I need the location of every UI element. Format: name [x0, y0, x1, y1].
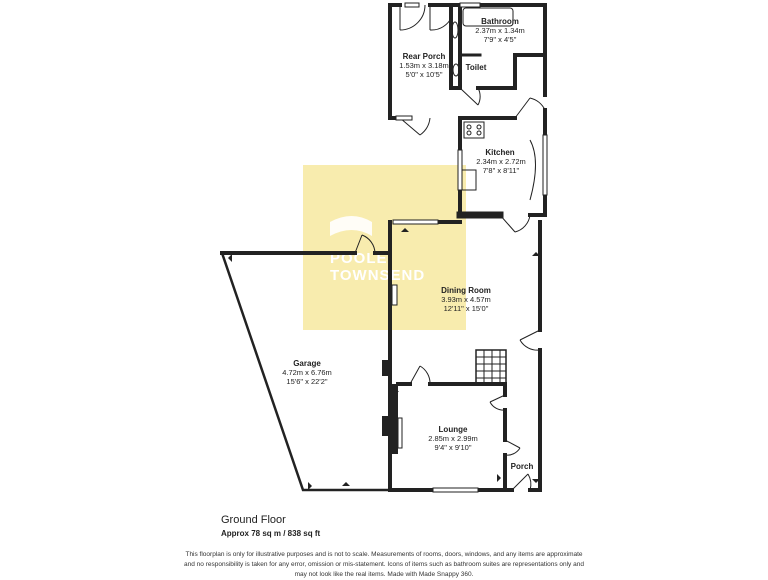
room-dining-room [441, 286, 491, 313]
room-imperial: 5'0" x 10'5" [405, 70, 443, 79]
room-metric: 4.72m x 6.76m [282, 368, 332, 377]
disclaimer-line-2: and no responsibility is taken for any error, omission or mis-statement. Icons of items such as bathroom suites are representations only and [184, 561, 584, 568]
room-name: Kitchen [485, 148, 515, 157]
watermark-line2: TOWNSEND [330, 267, 426, 284]
disclaimer-line-3: may not look like the real items. Made with Made Snappy 360. [294, 571, 474, 578]
floor-title: Ground Floor [221, 514, 286, 526]
room-name: Porch [510, 462, 534, 471]
room-name: Garage [293, 359, 321, 368]
room-name: Lounge [438, 425, 468, 434]
room-metric: 3.93m x 4.57m [441, 295, 491, 304]
room-kitchen [476, 148, 526, 175]
room-porch [511, 462, 534, 471]
room-imperial: 12'11" x 15'0" [443, 304, 489, 313]
watermark [303, 165, 466, 330]
room-name: Toilet [465, 63, 487, 72]
hob-icon [464, 122, 484, 138]
room-imperial: 7'8" x 8'11" [482, 166, 520, 175]
room-metric: 2.34m x 2.72m [476, 157, 526, 166]
room-imperial: 9'4" x 9'10" [434, 443, 472, 452]
room-lounge [428, 425, 478, 452]
room-metric: 1.53m x 3.18m [399, 61, 449, 70]
room-toilet [466, 63, 487, 72]
room-metric: 2.37m x 1.34m [475, 26, 525, 35]
room-name: Dining Room [441, 286, 491, 295]
room-name: Bathroom [481, 17, 519, 26]
room-imperial: 15'6" x 22'2" [286, 377, 328, 386]
room-bathroom [475, 17, 525, 44]
room-imperial: 7'9" x 4'5" [483, 35, 517, 44]
watermark-line1: POOLE [330, 250, 388, 267]
disclaimer-line-1: This floorplan is only for illustrative purposes and is not to scale. Measurements of rooms, doors, windows, and any items are approximate [185, 551, 583, 558]
room-garage [282, 359, 332, 386]
floor-area: Approx 78 sq m / 838 sq ft [221, 529, 321, 538]
room-rear-porch [399, 52, 449, 79]
room-name: Rear Porch [402, 52, 446, 61]
room-metric: 2.85m x 2.99m [428, 434, 478, 443]
